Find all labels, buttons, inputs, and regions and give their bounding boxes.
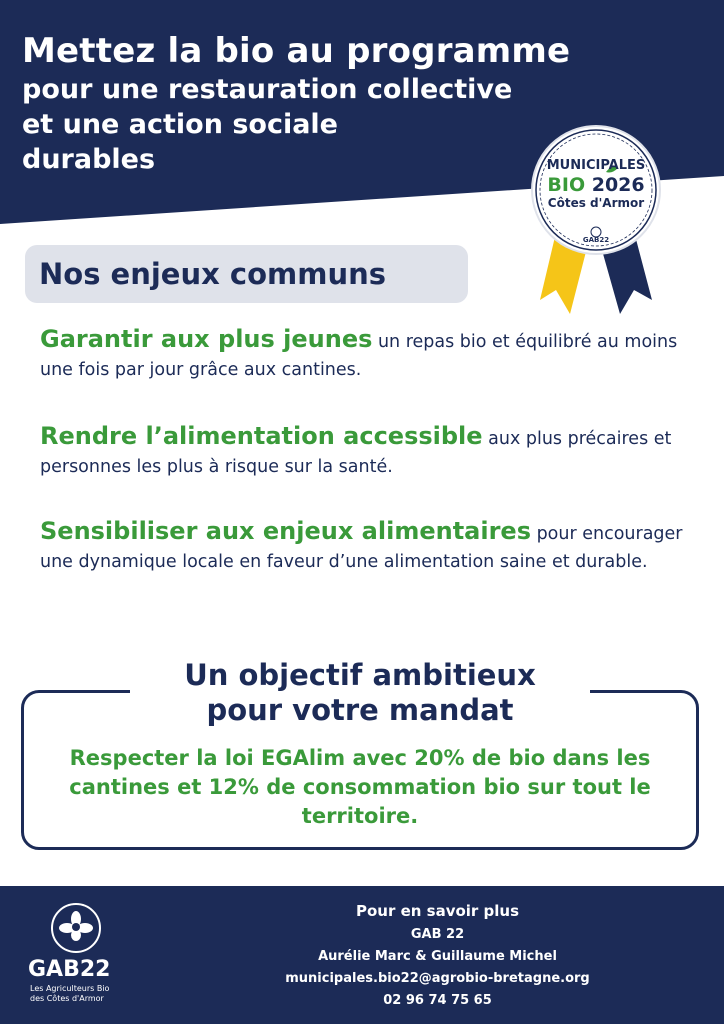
badge-line-1: MUNICIPALES: [546, 158, 646, 173]
contact-block: [270, 898, 605, 1012]
point-3-text: pour encourager une dynamique locale en faveur d’une alimentation saine et durable.: [40, 524, 683, 572]
badge-line-3: Côtes d'Armor: [547, 196, 645, 210]
title-line-4: durables: [22, 144, 156, 175]
point-1-emphasis: Garantir aux plus jeunes: [40, 325, 373, 353]
badge-line-2: [528, 174, 664, 196]
contact-phone[interactable]: 02 96 74 75 65: [383, 993, 492, 1008]
section-heading-pill: [25, 245, 468, 303]
contact-names: Aurélie Marc & Guillaume Michel: [318, 949, 557, 964]
objective-title-line-1: Un objectif ambitieux: [184, 658, 536, 692]
objective-title: [100, 658, 620, 728]
section-heading: Nos enjeux communs: [39, 257, 387, 291]
logo-subtitle-line-2: des Côtes d'Armor: [30, 994, 104, 1003]
badge-year: 2026: [591, 174, 645, 196]
logo-subtitle-line-1: Les Agriculteurs Bio: [30, 984, 110, 993]
point-2: [40, 422, 690, 481]
objective-title-line-2: pour votre mandat: [206, 693, 514, 727]
contact-org: GAB 22: [410, 927, 465, 942]
title-line-2: pour une restauration collective: [22, 74, 513, 105]
point-2-text: aux plus précaires et personnes les plus à risque sur la santé.: [40, 429, 672, 477]
title-line-3: et une action sociale: [22, 109, 338, 140]
contact-heading: Pour en savoir plus: [355, 902, 520, 920]
title-line-1: Mettez la bio au programme: [22, 31, 571, 71]
point-1: [40, 325, 690, 384]
badge-text: [528, 158, 664, 245]
logo-subtitle: [30, 984, 160, 1004]
badge-bio: BIO: [547, 174, 586, 196]
contact-email[interactable]: municipales.bio22@agrobio-bretagne.org: [285, 971, 590, 986]
badge-org: GAB22: [582, 236, 610, 244]
point-2-emphasis: Rendre l’alimentation accessible: [40, 422, 483, 450]
point-1-text: un repas bio et équilibré au moins une fois par jour grâce aux cantines.: [40, 332, 678, 380]
objective-text: Respecter la loi EGAlim avec 20% de bio dans les cantines et 12% de consommation bio sur tout le territoire.: [69, 746, 651, 828]
flower-logo-icon: [50, 902, 102, 954]
logo-name: GAB22: [28, 957, 111, 982]
point-3: [40, 517, 690, 576]
point-3-emphasis: Sensibiliser aux enjeux alimentaires: [40, 517, 531, 545]
